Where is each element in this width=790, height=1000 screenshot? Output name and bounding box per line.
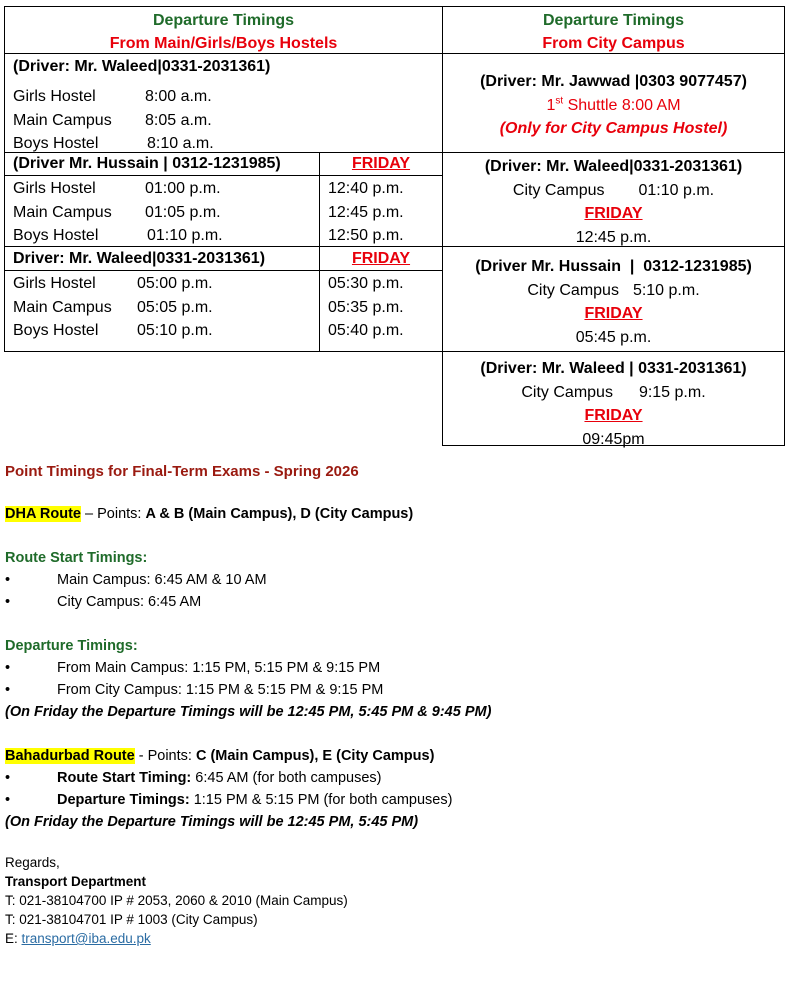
place-name: Girls Hostel — [13, 88, 96, 105]
bahadurabad-points: C (Main Campus), E (City Campus) — [195, 748, 435, 764]
place-name: Boys Hostel — [13, 322, 99, 339]
place-name: Boys Hostel — [13, 227, 99, 244]
dha-start-item: • City Campus: 6:45 AM — [5, 594, 202, 610]
dha-start-item: • Main Campus: 6:45 AM & 10 AM — [5, 572, 267, 588]
driver-label: (Driver: Mr. Jawwad |0303 9077457) — [480, 73, 747, 90]
item-text: From City Campus: 1:15 PM & 5:15 PM & 9:15 PM — [57, 682, 384, 698]
dha-departure-item: • From Main Campus: 1:15 PM, 5:15 PM & 9:15 PM — [5, 660, 381, 676]
bahadurabad-points-sep: - Points: — [134, 748, 196, 764]
friday-time: 12:50 p.m. — [328, 227, 404, 244]
timing-row — [13, 132, 442, 156]
left-block-evening-driver — [4, 247, 320, 271]
shuttle-ordinal: st — [555, 95, 564, 107]
time-value: 8:10 a.m. — [147, 135, 214, 152]
driver-label: Driver: Mr. Waleed|0331-2031361) — [13, 250, 266, 267]
bahadurabad-item: • Departure Timings: 1:15 PM & 5:15 PM (for both campuses) — [5, 792, 453, 808]
dha-departure-item: • From City Campus: 1:15 PM & 5:15 PM & 9:15 PM — [5, 682, 384, 698]
timing-row — [443, 381, 784, 405]
left-block-afternoon-driver — [4, 153, 320, 176]
shuttle-note: (Only for City Campus Hostel) — [499, 120, 728, 137]
dha-friday-note: (On Friday the Departure Timings will be 12:45 PM, 5:45 PM & 9:45 PM) — [5, 704, 492, 720]
right-block-afternoon — [443, 153, 785, 247]
item-label: Departure Timings: — [57, 792, 190, 808]
friday-time: 05:40 p.m. — [328, 322, 404, 339]
friday-label: FRIDAY — [584, 407, 643, 424]
email-link[interactable]: transport@iba.edu.pk — [21, 931, 151, 946]
time-value: 8:05 a.m. — [145, 111, 212, 129]
place-name: Main Campus — [13, 203, 112, 221]
timing-row — [13, 224, 319, 248]
left-block-morning — [4, 54, 443, 153]
left-header-subtitle: From Main/Girls/Boys Hostels — [109, 35, 338, 52]
right-header-subtitle: From City Campus — [542, 35, 685, 52]
timing-row — [443, 179, 784, 203]
left-block-afternoon-times — [4, 176, 320, 247]
timing-row — [13, 272, 319, 296]
place-name: City Campus — [527, 281, 619, 299]
timing-row — [13, 296, 319, 320]
friday-time: 12:40 p.m. — [328, 180, 404, 197]
timing-row — [13, 319, 319, 343]
right-block-evening — [443, 247, 785, 352]
place-name: City Campus — [512, 181, 605, 199]
dha-route-name: DHA Route — [5, 506, 81, 522]
time-value: 01:10 p.m. — [147, 227, 223, 244]
driver-label: (Driver: Mr. Waleed|0331-2031361) — [13, 58, 271, 75]
time-value: 05:10 p.m. — [137, 322, 213, 339]
friday-label: FRIDAY — [351, 155, 411, 172]
friday-time: 12:45 p.m. — [575, 228, 652, 246]
schedule-table — [4, 6, 785, 446]
time-value: 5:10 p.m. — [632, 281, 700, 299]
driver-label: (Driver: Mr. Waleed|0331-2031361) — [484, 158, 743, 175]
left-header-title: Departure Timings — [152, 12, 295, 29]
right-header — [443, 6, 785, 54]
friday-time: 05:30 p.m. — [328, 275, 404, 292]
timing-row — [13, 201, 319, 225]
dha-points: A & B (Main Campus), D (City Campus) — [145, 506, 414, 522]
left-block-afternoon-friday-head — [320, 153, 443, 176]
item-text: City Campus: 6:45 AM — [57, 594, 202, 610]
bahadurabad-route-line — [5, 748, 434, 764]
dha-points-sep: – Points: — [80, 506, 146, 522]
item-text: 6:45 AM (for both campuses) — [191, 770, 382, 786]
place-name: Girls Hostel — [13, 180, 96, 197]
friday-time: 05:45 p.m. — [575, 328, 652, 346]
bahadurabad-item: • Route Start Timing: 6:45 AM (for both campuses) — [5, 770, 382, 786]
driver-label: (Driver: Mr. Waleed | 0331-2031361) — [480, 360, 747, 377]
time-value: 8:00 a.m. — [145, 88, 212, 105]
time-value: 05:05 p.m. — [137, 298, 213, 316]
dha-start-heading: Route Start Timings: — [5, 550, 148, 566]
timing-row — [443, 279, 784, 303]
timing-row — [13, 109, 442, 133]
friday-label: FRIDAY — [584, 305, 643, 322]
left-block-afternoon-friday-times — [320, 176, 443, 247]
regards: Regards, — [5, 855, 60, 870]
place-name: Girls Hostel — [13, 275, 96, 292]
friday-time: 09:45pm — [582, 430, 645, 448]
phone-city: T: 021-38104701 IP # 1003 (City Campus) — [5, 912, 258, 927]
left-block-evening-friday-head — [320, 247, 443, 271]
dha-route-line — [5, 506, 413, 522]
friday-label: FRIDAY — [584, 205, 643, 222]
department-name: Transport Department — [5, 874, 147, 889]
dha-departure-heading: Departure Timings: — [5, 638, 138, 654]
driver-label: (Driver Mr. Hussain | 0312-1231985) — [475, 258, 752, 275]
friday-label: FRIDAY — [351, 250, 411, 267]
notes-title: Point Timings for Final-Term Exams - Spring 2026 — [5, 463, 359, 480]
place-name: Boys Hostel — [13, 135, 99, 152]
item-label: Route Start Timing: — [57, 770, 192, 786]
phone-main: T: 021-38104700 IP # 2053, 2060 & 2010 (Main Campus) — [5, 893, 348, 908]
place-name: Main Campus — [13, 111, 112, 129]
driver-label: (Driver Mr. Hussain | 0312-1231985) — [13, 155, 281, 172]
item-text: 1:15 PM & 5:15 PM (for both campuses) — [189, 792, 453, 808]
email-prefix: E: — [5, 931, 22, 946]
item-text: Main Campus: 6:45 AM & 10 AM — [57, 572, 267, 588]
friday-time: 05:35 p.m. — [328, 298, 404, 316]
right-block-night — [442, 352, 785, 446]
left-header — [4, 6, 443, 54]
bahadurabad-friday-note: (On Friday the Departure Timings will be 12:45 PM, 5:45 PM) — [5, 814, 419, 830]
email-line — [5, 931, 151, 946]
bahadurabad-route-name: Bahadurbad Route — [5, 748, 135, 764]
place-name: Main Campus — [13, 298, 112, 316]
shuttle-number: 1 — [546, 96, 556, 114]
shuttle-text: Shuttle 8:00 AM — [563, 96, 681, 114]
right-header-title: Departure Timings — [542, 12, 685, 29]
left-block-evening-times — [4, 271, 320, 352]
time-value: 01:00 p.m. — [145, 180, 221, 197]
time-value: 9:15 p.m. — [638, 383, 706, 401]
place-name: City Campus — [521, 383, 613, 401]
time-value: 01:10 p.m. — [638, 181, 715, 199]
shuttle-time — [443, 94, 784, 118]
item-text: From Main Campus: 1:15 PM, 5:15 PM & 9:15 PM — [57, 660, 381, 676]
time-value: 05:00 p.m. — [137, 275, 213, 292]
right-block-shuttle — [443, 54, 785, 153]
friday-time: 12:45 p.m. — [328, 203, 404, 221]
timing-row — [13, 85, 442, 109]
timing-row — [13, 177, 319, 201]
time-value: 01:05 p.m. — [145, 203, 221, 221]
left-block-evening-friday-times — [320, 271, 443, 352]
